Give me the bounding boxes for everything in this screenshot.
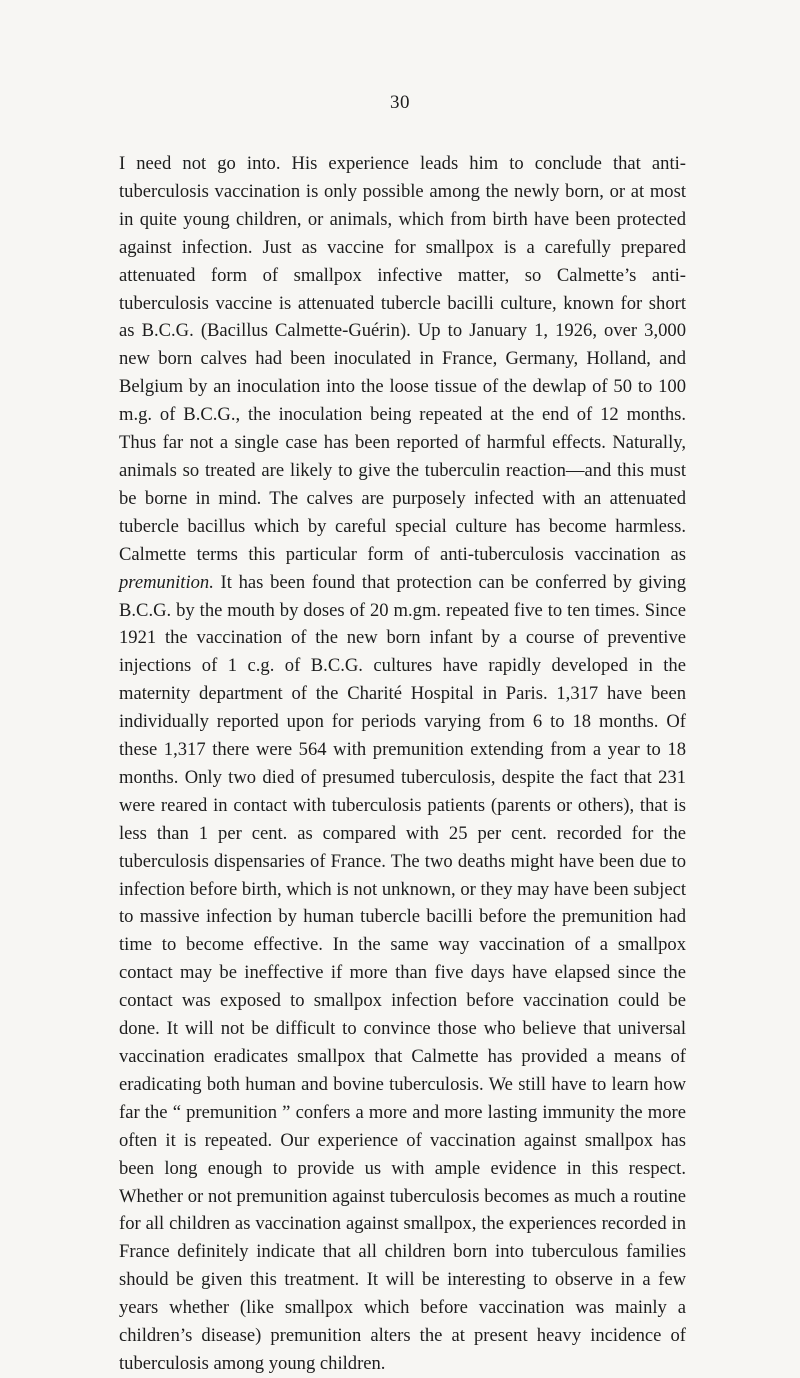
text-segment-2: It has been found that protection can be conferred by giving B.C.G. by the mouth by doses of 20 m.gm. repeated five to ten times. Since 1921 the vaccination of the new born infant by a course of preventive injections of 1 c.g. of B.C.G. cultures have rapidly developed in the maternity department of the Charité Hospital in Paris. 1,317 have been individually reported upon for periods varying from 6 to 18 months. Of these 1,317 there were 564 with premunition extending from a year to 18 months. Only two died of presumed tuberculosis, despite the fact that 231 were reared in contact with tuberculosis patients (parents or others), that is less than 1 per cent. as compared with 25 per cent. recorded for the tuberculosis dispensaries of France. The two deaths might have been due to infection before birth, which is not unknown, or they may have been subject to massive infection by human tubercle bacilli before the premunition had time to become effective. In the same way vaccination of a smallpox contact may be ineffective if more than five days have elapsed since the contact was exposed to smallpox infection before vaccination could be done. It will not be difficult to convince those who believe that universal vaccination eradicates smallpox that Calmette has provided a means of eradicating both human and bovine tuberculosis. We still have to learn how far the “ premunition ” confers a more and more lasting immunity the more often it is repeated. Our experience of vaccination against smallpox has been long enough to provide us with ample evidence in this respect. Whether or not premunition against tuberculosis becomes as much a routine for all children as vaccination against smallpox, the experiences recorded in France definitely indicate that all children born into tuberculous families should be given this treatment. It will be interesting to observe in a few years whether (like smallpox which before vaccination was mainly a children’s disease) premunition alters the at present heavy incidence of tuberculosis among young children.	[119, 571, 686, 1374]
text-segment-1: I need not go into. His experience leads him to conclude that anti-tuberculosis vaccination is only possible among the newly born, or at most in quite young children, or animals, which from birth have been protected against infection. Just as vaccine for smallpox is a carefully prepared attenuated form of smallpox infective matter, so Calmette’s anti-tuberculosis vaccine is attenuated tubercle bacilli culture, known for short as B.C.G. (Bacillus Calmette-Guérin). Up to January 1, 1926, over 3,000 new born calves had been inoculated in France, Germany, Holland, and Belgium by an inoculation into the loose tissue of the dewlap of 50 to 100 m.g. of B.C.G., the inoculation being repeated at the end of 12 months. Thus far not a single case has been reported of harmful effects. Naturally, animals so treated are likely to give the tuberculin reaction—and this must be borne in mind. The calves are purposely infected with an attenuated tubercle bacillus which by careful special culture has become harmless. Calmette terms this particular form of anti-tuberculosis vaccination as	[119, 153, 686, 565]
paragraph-text	[119, 150, 686, 1378]
body-paragraph	[119, 150, 686, 1378]
page-number: 30	[390, 92, 410, 113]
italic-term-premunition: premunition.	[119, 571, 214, 593]
